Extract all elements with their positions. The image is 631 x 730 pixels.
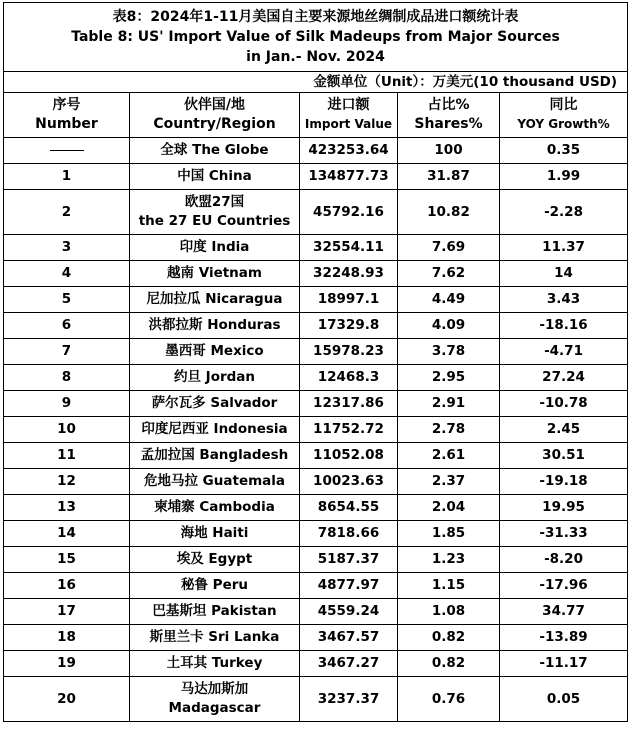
row-number: 4 <box>4 261 130 287</box>
row-country: 欧盟27国 the 27 EU Countries <box>130 190 300 235</box>
row-value: 32554.11 <box>300 235 398 261</box>
header-yoy: 同比 YOY Growth% <box>500 93 628 138</box>
row-share: 1.15 <box>398 573 500 599</box>
row-country: 马达加斯加 Madagascar <box>130 677 300 722</box>
table-row <box>4 573 628 599</box>
row-country: 洪都拉斯 Honduras <box>130 313 300 339</box>
table-row <box>4 235 628 261</box>
row-value: 15978.23 <box>300 339 398 365</box>
header-import-value: 进口额 Import Value <box>300 93 398 138</box>
row-yoy: 2.45 <box>500 417 628 443</box>
row-number: 19 <box>4 651 130 677</box>
header-shares: 占比% Shares% <box>398 93 500 138</box>
row-yoy: -17.96 <box>500 573 628 599</box>
row-share: 1.08 <box>398 599 500 625</box>
row-value: 4877.97 <box>300 573 398 599</box>
table-row <box>4 391 628 417</box>
row-country: 土耳其 Turkey <box>130 651 300 677</box>
row-value: 32248.93 <box>300 261 398 287</box>
row-share: 2.95 <box>398 365 500 391</box>
row-value: 11052.08 <box>300 443 398 469</box>
row-number: 11 <box>4 443 130 469</box>
row-yoy: -18.16 <box>500 313 628 339</box>
title-en-line-1: Table 8: US' Import Value of Silk Madeups from Major Sources <box>71 29 560 45</box>
row-number: 15 <box>4 547 130 573</box>
row-country: 全球 The Globe <box>130 138 300 164</box>
row-country: 巴基斯坦 Pakistan <box>130 599 300 625</box>
row-yoy: -2.28 <box>500 190 628 235</box>
row-value: 17329.8 <box>300 313 398 339</box>
row-share: 0.82 <box>398 651 500 677</box>
row-value: 12468.3 <box>300 365 398 391</box>
row-value: 3467.57 <box>300 625 398 651</box>
table-row <box>4 443 628 469</box>
row-share: 0.82 <box>398 625 500 651</box>
table-row <box>4 469 628 495</box>
table-row <box>4 287 628 313</box>
row-yoy: 34.77 <box>500 599 628 625</box>
row-yoy: 14 <box>500 261 628 287</box>
row-yoy: 30.51 <box>500 443 628 469</box>
table-row <box>4 190 628 235</box>
row-number: 6 <box>4 313 130 339</box>
row-country: 危地马拉 Guatemala <box>130 469 300 495</box>
row-share: 0.76 <box>398 677 500 722</box>
row-country: 秘鲁 Peru <box>130 573 300 599</box>
row-value: 7818.66 <box>300 521 398 547</box>
title-cn: 表8：2024年1-11月美国自主要来源地丝绸制成品进口额统计表 <box>112 9 519 25</box>
import-table <box>3 2 628 722</box>
row-yoy: 27.24 <box>500 365 628 391</box>
table-row <box>4 417 628 443</box>
row-share: 2.04 <box>398 495 500 521</box>
row-country: 印度 India <box>130 235 300 261</box>
table-title <box>4 3 628 72</box>
unit-label: 金额单位（Unit）：万美元(10 thousand USD) <box>4 72 628 93</box>
row-value: 45792.16 <box>300 190 398 235</box>
row-country: 萨尔瓦多 Salvador <box>130 391 300 417</box>
row-country: 柬埔寨 Cambodia <box>130 495 300 521</box>
row-number: 12 <box>4 469 130 495</box>
row-share: 7.62 <box>398 261 500 287</box>
row-country: 斯里兰卡 Sri Lanka <box>130 625 300 651</box>
row-share: 1.85 <box>398 521 500 547</box>
row-share: 4.49 <box>398 287 500 313</box>
row-value: 8654.55 <box>300 495 398 521</box>
table-row <box>4 339 628 365</box>
row-number: 17 <box>4 599 130 625</box>
row-number: 7 <box>4 339 130 365</box>
statistics-sheet <box>3 2 627 722</box>
row-value: 4559.24 <box>300 599 398 625</box>
table-row <box>4 651 628 677</box>
row-yoy: 0.05 <box>500 677 628 722</box>
row-value: 10023.63 <box>300 469 398 495</box>
row-share: 1.23 <box>398 547 500 573</box>
row-share: 10.82 <box>398 190 500 235</box>
row-number: 14 <box>4 521 130 547</box>
row-share: 2.61 <box>398 443 500 469</box>
row-country: 越南 Vietnam <box>130 261 300 287</box>
header-country: 伙伴国/地 Country/Region <box>130 93 300 138</box>
row-number: 2 <box>4 190 130 235</box>
table-row <box>4 677 628 722</box>
row-country: 尼加拉瓜 Nicaragua <box>130 287 300 313</box>
row-value: 3237.37 <box>300 677 398 722</box>
row-yoy: 19.95 <box>500 495 628 521</box>
row-number: 16 <box>4 573 130 599</box>
row-yoy: 0.35 <box>500 138 628 164</box>
row-yoy: 11.37 <box>500 235 628 261</box>
row-number: 8 <box>4 365 130 391</box>
globe-row <box>4 138 628 164</box>
dash-mark <box>50 150 84 151</box>
row-number: 1 <box>4 164 130 190</box>
row-country: 埃及 Egypt <box>130 547 300 573</box>
table-row <box>4 599 628 625</box>
row-share: 7.69 <box>398 235 500 261</box>
header-number: 序号 Number <box>4 93 130 138</box>
table-row <box>4 365 628 391</box>
row-country: 约旦 Jordan <box>130 365 300 391</box>
table-row <box>4 547 628 573</box>
row-value: 3467.27 <box>300 651 398 677</box>
row-share: 2.91 <box>398 391 500 417</box>
table-row <box>4 164 628 190</box>
row-yoy: -10.78 <box>500 391 628 417</box>
row-share: 3.78 <box>398 339 500 365</box>
row-country: 印度尼西亚 Indonesia <box>130 417 300 443</box>
row-share: 4.09 <box>398 313 500 339</box>
table-row <box>4 625 628 651</box>
row-yoy: -13.89 <box>500 625 628 651</box>
row-number <box>4 138 130 164</box>
row-yoy: -4.71 <box>500 339 628 365</box>
title-en-line-2: in Jan.- Nov. 2024 <box>246 49 385 65</box>
table-row <box>4 261 628 287</box>
table-row <box>4 313 628 339</box>
row-country: 孟加拉国 Bangladesh <box>130 443 300 469</box>
row-yoy: -31.33 <box>500 521 628 547</box>
row-yoy: 3.43 <box>500 287 628 313</box>
table-row <box>4 495 628 521</box>
row-country: 墨西哥 Mexico <box>130 339 300 365</box>
row-value: 11752.72 <box>300 417 398 443</box>
row-number: 5 <box>4 287 130 313</box>
row-share: 31.87 <box>398 164 500 190</box>
row-number: 9 <box>4 391 130 417</box>
row-number: 13 <box>4 495 130 521</box>
row-number: 10 <box>4 417 130 443</box>
row-value: 423253.64 <box>300 138 398 164</box>
row-yoy: -8.20 <box>500 547 628 573</box>
row-yoy: -11.17 <box>500 651 628 677</box>
row-number: 3 <box>4 235 130 261</box>
row-country: 中国 China <box>130 164 300 190</box>
row-yoy: -19.18 <box>500 469 628 495</box>
row-value: 18997.1 <box>300 287 398 313</box>
row-value: 12317.86 <box>300 391 398 417</box>
row-country: 海地 Haiti <box>130 521 300 547</box>
row-value: 134877.73 <box>300 164 398 190</box>
header-row <box>4 93 628 138</box>
table-row <box>4 521 628 547</box>
row-number: 20 <box>4 677 130 722</box>
row-number: 18 <box>4 625 130 651</box>
row-share: 2.78 <box>398 417 500 443</box>
row-value: 5187.37 <box>300 547 398 573</box>
row-yoy: 1.99 <box>500 164 628 190</box>
row-share: 2.37 <box>398 469 500 495</box>
row-share: 100 <box>398 138 500 164</box>
